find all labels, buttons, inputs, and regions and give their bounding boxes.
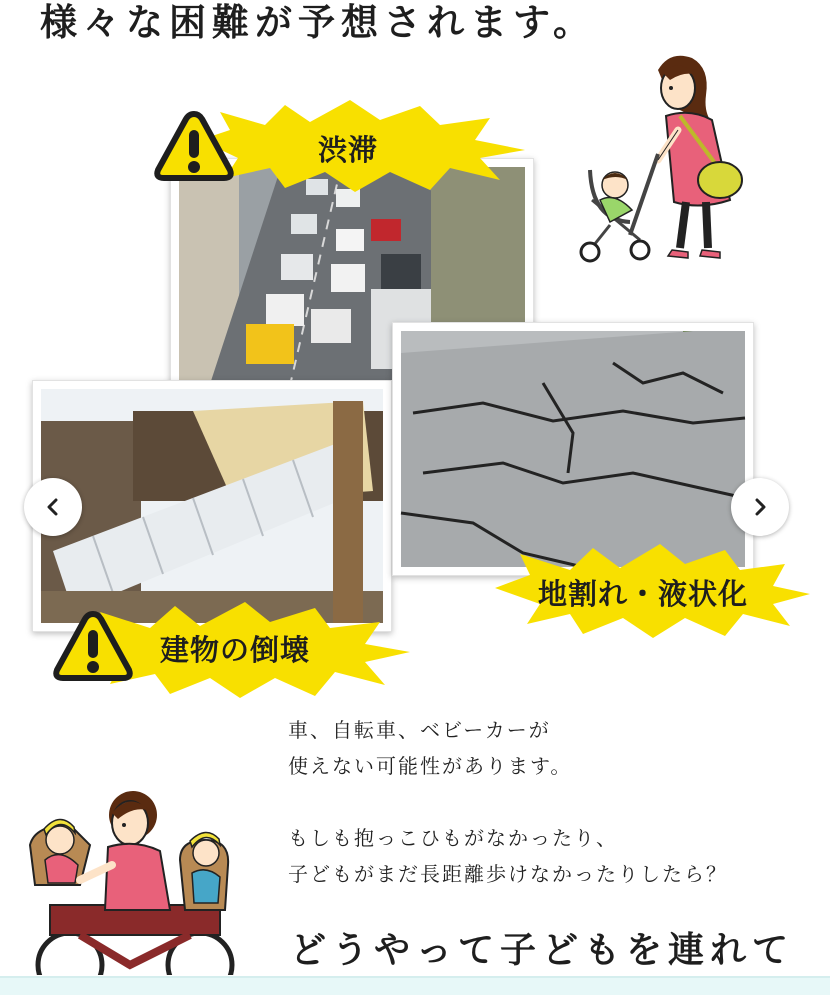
paragraph-carrier	[288, 820, 728, 892]
warning-icon	[153, 108, 235, 184]
carousel-next-button[interactable]	[731, 478, 789, 536]
paragraph-vehicles	[288, 712, 572, 784]
mother-with-stroller-illustration	[570, 50, 750, 265]
mother-on-bicycle-illustration	[20, 785, 245, 975]
warning-icon	[52, 608, 134, 684]
page-headline: 様々な困難が予想されます。	[40, 1, 597, 44]
slide-label-crack: 地割れ・液状化	[538, 577, 749, 611]
chevron-left-icon	[43, 497, 63, 517]
chevron-right-icon	[750, 497, 770, 517]
text-line: 使えない可能性があります。	[288, 754, 573, 778]
slide-label-building: 建物の倒壊	[160, 633, 311, 667]
text-line: 車、自転車、ベビーカーが	[288, 718, 551, 742]
section-subheading: どうやって子どもを連れて	[290, 930, 795, 971]
slide-label-traffic: 渋滞	[318, 133, 379, 167]
text-line: もしも抱っこひもがなかったり、	[288, 826, 618, 850]
bottom-bar	[0, 976, 830, 995]
carousel-prev-button[interactable]	[24, 478, 82, 536]
cracked-road-photo	[392, 322, 754, 576]
collapsed-building-photo	[32, 380, 392, 632]
text-line: 子どもがまだ長距離歩けなかったりしたら？	[288, 862, 728, 886]
